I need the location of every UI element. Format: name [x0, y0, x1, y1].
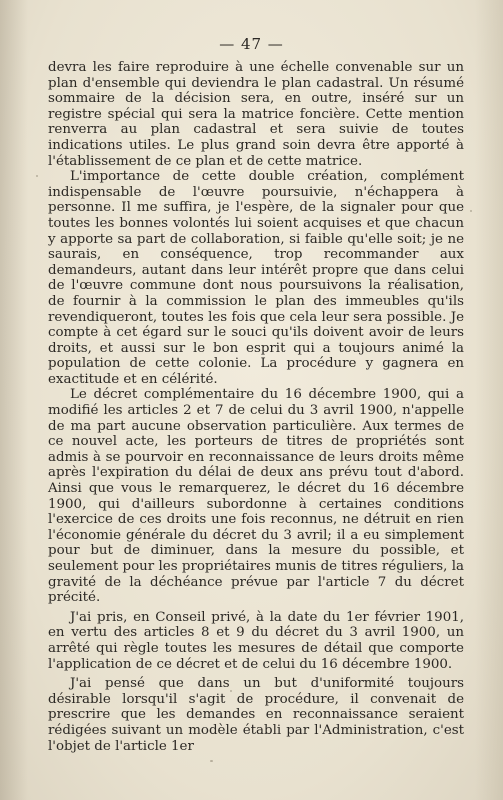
paper-speck: [470, 210, 472, 212]
paragraph-1: devra les faire reproduire à une échelle convenable sur un plan d'ensemble qui deviendra le plan cadastral. Un résumé sommaire de la décision sera, en outre, inséré sur un registre spécial qui sera la matrice foncière. Cette mention renverra au plan cadastral et sera suivie de toutes indications utiles. Le plus grand soin devra être apporté à l'établissement de ce plan et de cette matrice.: [48, 60, 464, 169]
paper-speck: [230, 690, 232, 692]
paper-speck: [452, 112, 455, 115]
page-number: — 47 —: [219, 35, 284, 53]
paragraph-3: Le décret complémentaire du 16 décembre 1900, qui a modifié les articles 2 et 7 de celui du 3 avril 1900, n'appelle de ma part aucune observation particulière. Aux termes de ce nouvel acte, les porteurs de titres de propriétés sont admis à se pourvoir en reconnaissance de leurs droits même après l'expiration du délai de deux ans prévu tout d'abord. Ainsi que vous le remarquerez, le décret du 16 décembre 1900, qui d'ailleurs subordonne à certaines conditions l'exercice de ces droits une fois reconnus, ne détruit en rien l'économie générale du décret du 3 avril; il a eu simplement pour but de diminuer, dans la mesure du possible, et seulement pour les propriétaires munis de titres réguliers, la gravité de la déchéance prévue par l'article 7 du décret précité.: [48, 387, 464, 606]
right-page-edge-shadow: [475, 0, 503, 800]
paragraph-5: J'ai pensé que dans un but d'uniformité toujours désirable lorsqu'il s'agit de procédure, il convenait de prescrire que les demandes en reconnaissance seraient rédigées suivant un modèle établi par l'Administration, c'est l'objet de l'article 1er: [48, 676, 464, 754]
paper-speck: [36, 175, 38, 177]
paper-speck: [210, 760, 213, 762]
left-page-edge-shadow: [0, 0, 28, 800]
body-text: [48, 60, 464, 754]
paragraph-4: J'ai pris, en Conseil privé, à la date du 1er février 1901, en vertu des articles 8 et 9 du décret du 3 avril 1900, un arrêté qui règle toutes les mesures de détail que comporte l'application de ce décret et de celui du 16 décembre 1900.: [48, 609, 464, 672]
paragraph-2: L'importance de cette double création, complément indispensable de l'œuvre poursuivie, n'échappera à personne. Il me suffira, je l'espère, de la signaler pour que toutes les bonnes volontés lui soient acquises et que chacun y apporte sa part de collaboration, si faible qu'elle soit; je ne saurais, en conséquence, trop recommander aux demandeurs, autant dans leur intérêt propre que dans celui de l'œuvre commune dont nous poursuivons la réalisation, de fournir à la commission le plan des immeubles qu'ils revendiqueront, toutes les fois que cela leur sera possible. Je compte à cet égard sur le souci qu'ils doivent avoir de leurs droits, et aussi sur le bon esprit qui a toujours animé la population de cette colonie. La procédure y gagnera en exactitude et en célérité.: [48, 169, 464, 387]
